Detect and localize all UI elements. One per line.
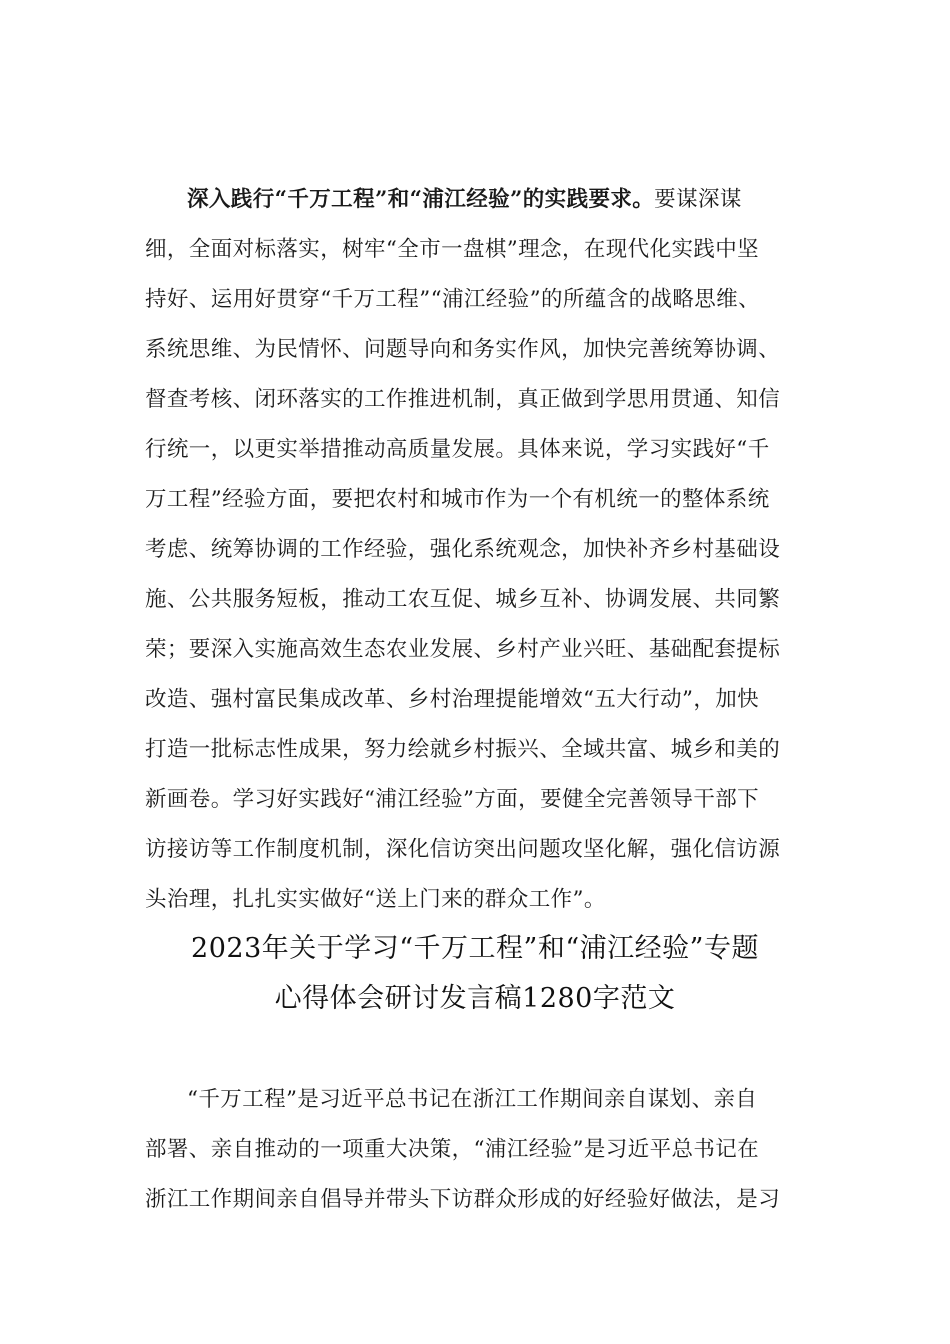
paragraph-line: 浙江工作期间亲自倡导并带头下访群众形成的好经验好做法，是习 bbox=[145, 1187, 781, 1212]
paragraph-line: 行统一，以更实举措推动高质量发展。具体来说，学习实践好“千 bbox=[145, 437, 770, 462]
paragraph-line: 新画卷。学习好实践好“浦江经验”方面，要健全完善领导干部下 bbox=[145, 787, 760, 812]
paragraph-line: 施、公共服务短板，推动工农互促、城乡互补、协调发展、共同繁 bbox=[145, 587, 781, 612]
paragraph-line: 持好、运用好贯穿“千万工程”“浦江经验”的所蕴含的战略思维、 bbox=[145, 287, 760, 312]
paragraph-line: 考虑、统筹协调的工作经验，强化系统观念，加快补齐乡村基础设 bbox=[145, 537, 781, 562]
paragraph-line: 督查考核、闭环落实的工作推进机制，真正做到学思用贯通、知信 bbox=[145, 387, 781, 412]
paragraph-line: 万工程”经验方面，要把农村和城市作为一个有机统一的整体系统 bbox=[145, 487, 770, 512]
paragraph-line-1 bbox=[187, 186, 742, 214]
paragraph-line: 访接访等工作制度机制，深化信访突出问题攻坚化解，强化信访源 bbox=[145, 837, 781, 862]
paragraph-line: 头治理，扎扎实实做好“送上门来的群众工作”。 bbox=[145, 887, 606, 912]
paragraph-line: 荣；要深入实施高效生态农业发展、乡村产业兴旺、基础配套提标 bbox=[145, 637, 781, 662]
document-title-line-1: 2023年关于学习“千万工程”和“浦江经验”专题 bbox=[191, 933, 759, 964]
paragraph-line: 改造、强村富民集成改革、乡村治理提能增效“五大行动”，加快 bbox=[145, 687, 760, 712]
paragraph-line: 部署、亲自推动的一项重大决策，“浦江经验”是习近平总书记在 bbox=[145, 1137, 760, 1162]
paragraph-lead-rest: 要谋深谋 bbox=[654, 187, 742, 212]
document-title-line-2: 心得体会研讨发言稿1280字范文 bbox=[274, 983, 676, 1014]
paragraph-line: 细，全面对标落实，树牢“全市一盘棋”理念，在现代化实践中坚 bbox=[145, 237, 760, 262]
paragraph-line: 打造一批标志性成果，努力绘就乡村振兴、全域共富、城乡和美的 bbox=[145, 737, 781, 762]
paragraph-line: 系统思维、为民情怀、问题导向和务实作风，加快完善统筹协调、 bbox=[145, 337, 781, 362]
paragraph-lead-bold: 深入践行“千万工程”和“浦江经验”的实践要求。 bbox=[187, 187, 655, 212]
paragraph-line: “千万工程”是习近平总书记在浙江工作期间亲自谋划、亲自 bbox=[187, 1087, 758, 1112]
